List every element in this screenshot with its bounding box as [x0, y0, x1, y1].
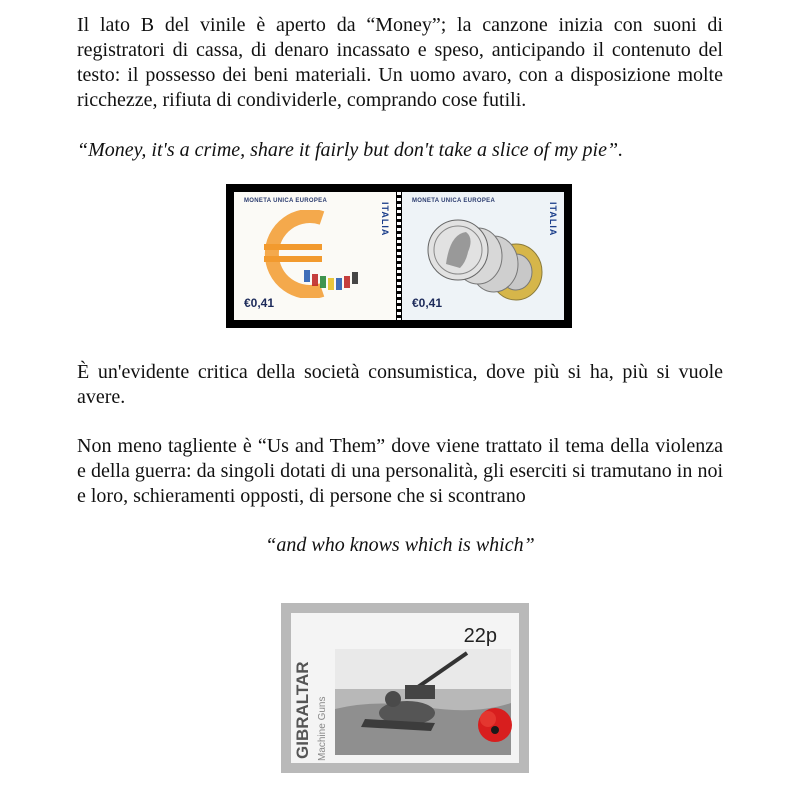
- euro-symbol-icon: [252, 210, 372, 298]
- stamp-country: ITALIA: [548, 202, 558, 237]
- paragraph-consumerism: È un'evidente critica della società consumistica, dove più si ha, più si vuole avere.: [77, 361, 723, 408]
- quote-money: “Money, it's a crime, share it fairly but don't take a slice of my pie”.: [77, 139, 624, 161]
- stamp-value: 22p: [463, 625, 497, 647]
- stamp-value: €0,41: [412, 296, 443, 310]
- stamp-value: €0,41: [244, 296, 275, 310]
- perforation: [397, 192, 401, 320]
- stamp-caption: Machine Guns: [317, 696, 328, 761]
- gibraltar-stamp: [281, 603, 529, 773]
- stamp-header: MONETA UNICA EUROPEA: [412, 198, 496, 204]
- quote-which-is-which: “and who knows which is which”: [265, 534, 535, 556]
- gibraltar-stamp-face: [291, 613, 519, 763]
- stamp-euro-symbol: [234, 192, 396, 320]
- stamp-coins: [402, 192, 564, 320]
- stamp-country: ITALIA: [380, 202, 390, 237]
- stamp-country: GIBRALTAR: [293, 661, 312, 759]
- paragraph-us-and-them: Non meno tagliente è “Us and Them” dove viene trattato il tema della violenza e della guerra: da singoli dotati di una personalità, gli eserciti si tramutano in noi e loro, schieramenti opposti, di persone che si scontrano: [77, 435, 723, 507]
- poppy-icon: [475, 705, 515, 745]
- coins-icon: [416, 212, 546, 302]
- paragraph-money: Il lato B del vinile è aperto da “Money”; la canzone inizia con suoni di registratori di cassa, di denaro incassato e speso, anticipando il contenuto del testo: il possesso dei beni materiali. Un uomo avaro, con a disposizione molte ricchezze, rifiuta di condividerle, comprando cose futili.: [77, 14, 723, 111]
- stamp-header: MONETA UNICA EUROPEA: [244, 198, 328, 204]
- italy-stamp-pair: [226, 184, 572, 328]
